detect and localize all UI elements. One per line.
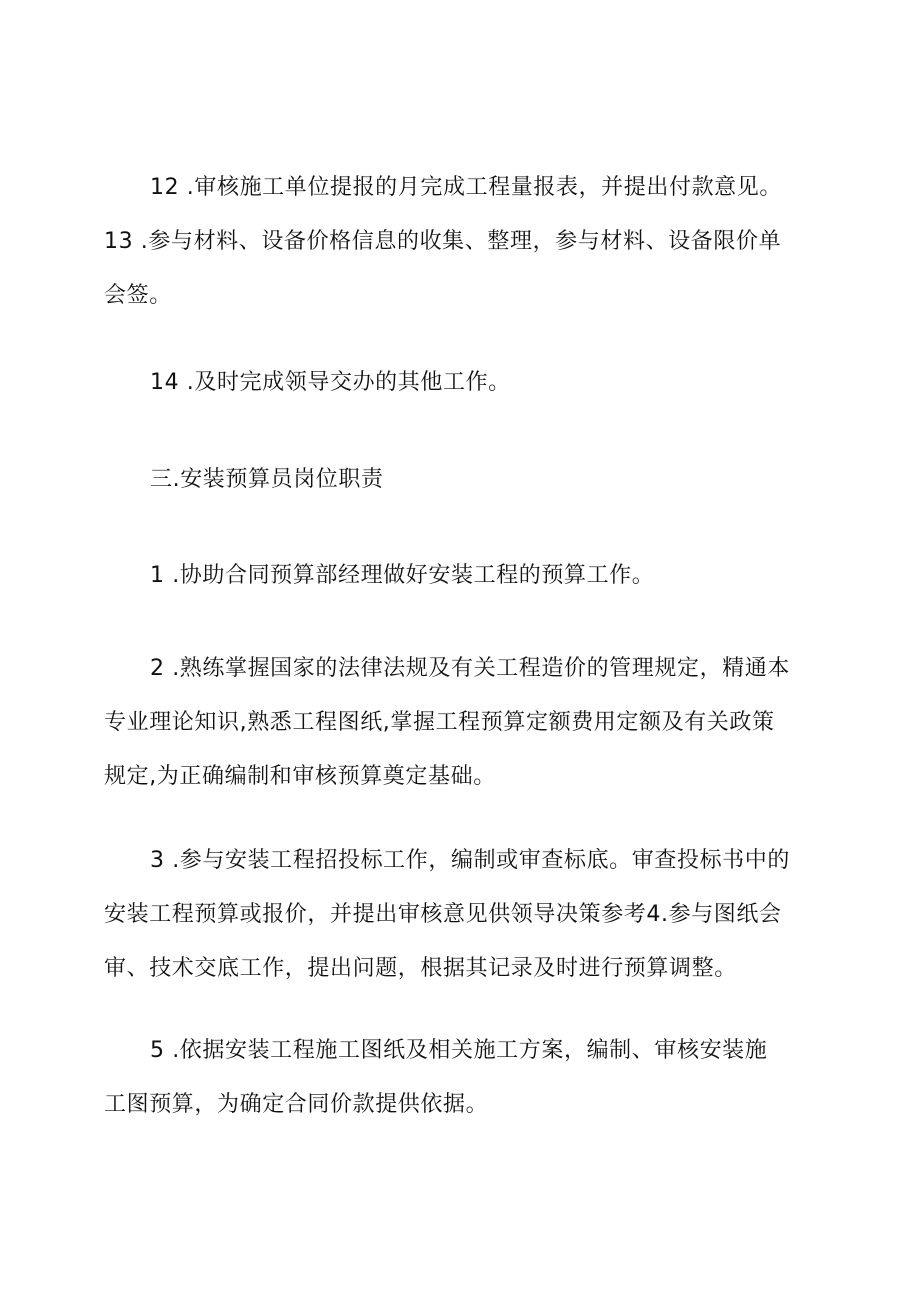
paragraph-line: 工图预算，为确定合同价款提供依据。 <box>104 1092 489 1117</box>
paragraph-line: 3 .参与安装工程招投标工作，编制或审查标底。审查投标书中的 <box>150 848 790 873</box>
paragraph-line: 12 .审核施工单位提报的月完成工程量报表，并提出付款意见。 <box>150 175 782 200</box>
paragraph-item-12 <box>104 161 816 215</box>
paragraph-line: 2 .熟练掌握国家的法律法规及有关工程造价的管理规定，精通本 <box>150 656 790 681</box>
paragraph-line: 审、技术交底工作，提出问题，根据其记录及时进行预算调整。 <box>104 956 737 981</box>
section-heading-text: 三.安装预算员岗位职责 <box>150 467 384 492</box>
paragraph-item-14 <box>104 356 816 410</box>
paragraph-duty-3 <box>104 834 816 996</box>
paragraph-duty-5 <box>104 1024 816 1132</box>
paragraph-item-13 <box>104 215 816 323</box>
paragraph-line: 会签。 <box>104 283 172 308</box>
paragraph-line: 规定,为正确编制和审核预算奠定基础。 <box>104 764 496 789</box>
paragraph-duty-1 <box>104 549 816 603</box>
paragraph-line: 5 .依据安装工程施工图纸及相关施工方案，编制、审核安装施 <box>150 1038 768 1063</box>
paragraph-line: 1 .协助合同预算部经理做好安装工程的预算工作。 <box>150 563 655 588</box>
section-heading <box>104 453 816 507</box>
paragraph-line: 安装工程预算或报价，并提出审核意见供领导决策参考4.参与图纸会 <box>104 902 782 927</box>
paragraph-line: 14 .及时完成领导交办的其他工作。 <box>150 370 511 395</box>
paragraph-duty-2 <box>104 642 816 804</box>
paragraph-line: 专业理论知识,熟悉工程图纸,掌握工程预算定额费用定额及有关政策 <box>104 710 775 735</box>
paragraph-line: 13 .参与材料、设备价格信息的收集、整理，参与材料、设备限价单 <box>104 229 782 254</box>
